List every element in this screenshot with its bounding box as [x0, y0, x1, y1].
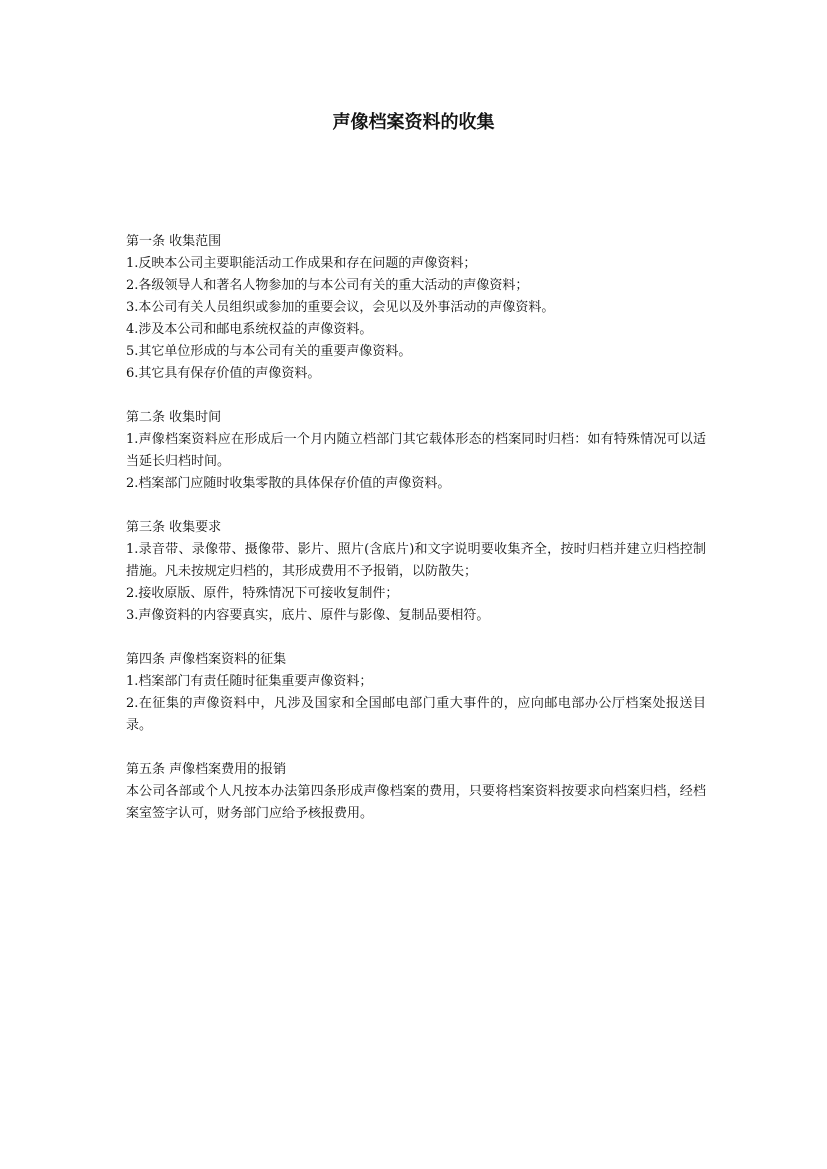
article-heading: 第五条 声像档案费用的报销 — [126, 762, 287, 777]
article-item: 2.各级领导人和著名人物参加的与本公司有关的重大活动的声像资料； — [126, 278, 529, 293]
article-heading: 第四条 声像档案资料的征集 — [126, 652, 287, 667]
article-item: 6.其它具有保存价值的声像资料。 — [126, 366, 321, 381]
article-item: 5.其它单位形成的与本公司有关的重要声像资料。 — [126, 344, 412, 359]
article-4 — [126, 649, 706, 737]
document-body — [126, 231, 706, 847]
article-1 — [126, 231, 706, 385]
article-5 — [126, 759, 706, 825]
article-item: 1.录音带、录像带、摄像带、影片、照片(含底片)和文字说明要收集齐全，按时归档并建立归档控制措施。凡未按规定归档的，其形成费用不予报销，以防散失； — [126, 542, 706, 579]
article-item: 4.涉及本公司和邮电系统权益的声像资料。 — [126, 322, 373, 337]
page-title: 声像档案资料的收集 — [332, 112, 495, 133]
article-3 — [126, 517, 706, 627]
article-item: 2.接收原版、原件，特殊情况下可接收复制件； — [126, 586, 399, 601]
article-item: 2.在征集的声像资料中，凡涉及国家和全国邮电部门重大事件的，应向邮电部办公厅档案处报送目录。 — [126, 696, 706, 733]
article-2 — [126, 407, 706, 495]
article-heading: 第三条 收集要求 — [126, 520, 222, 535]
article-item: 3.本公司有关人员组织或参加的重要会议，会见以及外事活动的声像资料。 — [126, 300, 555, 315]
article-heading: 第一条 收集范围 — [126, 234, 222, 249]
article-item: 2.档案部门应随时收集零散的具体保存价值的声像资料。 — [126, 476, 451, 491]
article-item: 1.声像档案资料应在形成后一个月内随立档部门其它载体形态的档案同时归档：如有特殊情况可以适当延长归档时间。 — [126, 432, 706, 469]
article-item: 本公司各部或个人凡按本办法第四条形成声像档案的费用，只要将档案资料按要求向档案归档，经档案室签字认可，财务部门应给予核报费用。 — [126, 784, 706, 821]
article-item: 3.声像资料的内容要真实，底片、原件与影像、复制品要相符。 — [126, 608, 490, 623]
article-heading: 第二条 收集时间 — [126, 410, 222, 425]
article-item: 1.反映本公司主要职能活动工作成果和存在问题的声像资料； — [126, 256, 477, 271]
article-item: 1.档案部门有责任随时征集重要声像资料； — [126, 674, 373, 689]
